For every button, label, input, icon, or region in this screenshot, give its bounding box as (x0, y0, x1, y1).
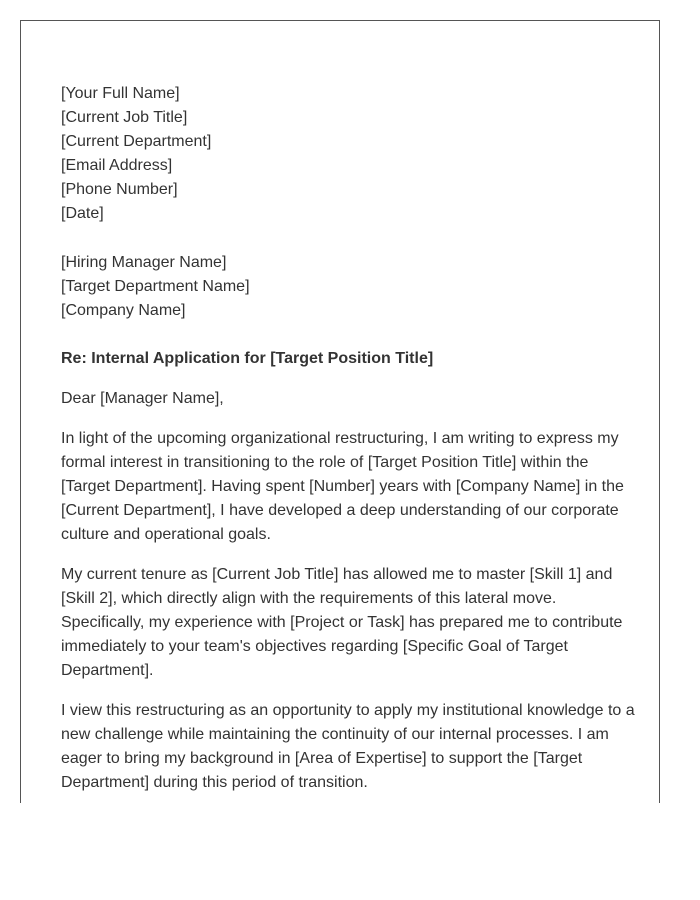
recipient-name: [Hiring Manager Name] (61, 254, 227, 271)
body-paragraph-2: My current tenure as [Current Job Title] has allowed me to master [Skill 1] and [Skill 2], which directly align with the requirements of this lateral move. Specifically, my experience with [Project or Task] has prepared me to contribute immediately to your team's objectives regarding [Specific Goal of Target Department]. (61, 566, 623, 679)
recipient-block (61, 251, 636, 323)
sender-job-title: [Current Job Title] (61, 109, 188, 126)
letter-date: [Date] (61, 205, 104, 222)
letter-content (61, 82, 636, 803)
sender-name: [Your Full Name] (61, 85, 180, 102)
sender-block (61, 82, 636, 226)
body-paragraph-3: I view this restructuring as an opportunity to apply my institutional knowledge to a new challenge while maintaining the continuity of our internal processes. I am eager to bring my background in [Area of Expertise] to support the [Target Department] during this period of transition. (61, 702, 635, 791)
sender-phone: [Phone Number] (61, 181, 178, 198)
sender-department: [Current Department] (61, 133, 212, 150)
sender-email: [Email Address] (61, 157, 173, 174)
letter-page (20, 20, 660, 803)
salutation: Dear [Manager Name], (61, 390, 224, 407)
subject-line: Re: Internal Application for [Target Position Title] (61, 350, 434, 367)
recipient-department: [Target Department Name] (61, 278, 250, 295)
recipient-company: [Company Name] (61, 302, 186, 319)
body-paragraph-1: In light of the upcoming organizational restructuring, I am writing to express my formal interest in transitioning to the role of [Target Position Title] within the [Target Department]. Having spent [Number] years with [Company Name] in the [Current Department], I have developed a deep understanding of our corporate culture and operational goals. (61, 430, 624, 543)
